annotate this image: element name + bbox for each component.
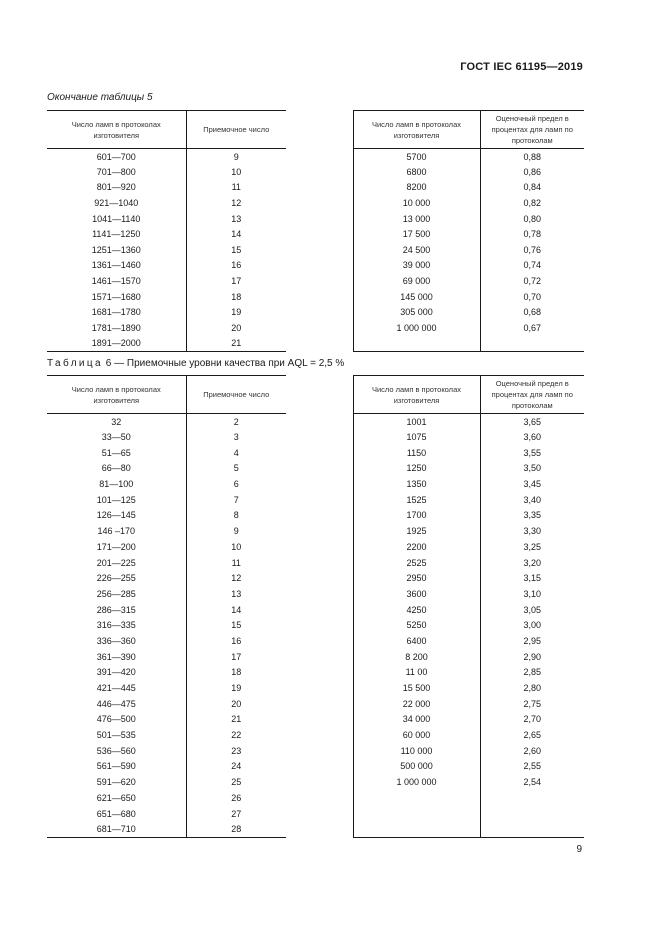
left-count-cell: 361—390: [96, 651, 136, 662]
left-count-cell: 201—225: [96, 557, 136, 568]
gap-cell: [286, 696, 353, 712]
document-designation: ГОСТ IEC 61195—2019: [460, 61, 583, 73]
right-count-cell: 6400: [353, 633, 480, 649]
right-count-cell: 1 000 000: [353, 320, 480, 336]
right-count-cell: 1250: [353, 461, 480, 477]
left-acceptance-cell: 12: [186, 570, 286, 586]
left-count-cell: 81—100: [99, 479, 134, 490]
right-count-cell: 2525: [353, 555, 480, 571]
left-acceptance-cell: 20: [186, 320, 286, 336]
left-count-cell: 1361—1460: [91, 260, 141, 271]
left-count-cell: 286—315: [96, 604, 136, 615]
right-count-cell: 10 000: [353, 195, 480, 211]
left-acceptance-cell: 28: [186, 821, 286, 837]
gap-cell: [286, 508, 353, 524]
left-acceptance-cell: 13: [186, 211, 286, 227]
t6-left-col2-header: Приемочное число: [186, 376, 286, 414]
left-count-cell: 316—335: [96, 620, 136, 631]
left-acceptance-cell: 25: [186, 774, 286, 790]
left-acceptance-cell: 20: [186, 696, 286, 712]
left-count-cell: 421—445: [96, 683, 136, 694]
right-limit-cell: [480, 821, 584, 837]
right-limit-cell: 0,84: [480, 180, 584, 196]
right-count-cell: [353, 790, 480, 806]
left-acceptance-cell: 13: [186, 586, 286, 602]
t6-left-col1-header: Число ламп в протоколах изготовителя: [47, 376, 186, 414]
gap-cell: [286, 149, 353, 165]
gap-cell: [286, 712, 353, 728]
right-limit-cell: [480, 806, 584, 822]
right-count-cell: 110 000: [353, 743, 480, 759]
table-row: [47, 211, 584, 227]
left-count-cell: 681—710: [47, 821, 186, 837]
left-count-cell: 446—475: [96, 698, 136, 709]
right-limit-cell: 2,60: [480, 743, 584, 759]
right-count-cell: 34 000: [353, 712, 480, 728]
table6-caption: [47, 358, 344, 369]
left-count-cell: 1461—1570: [91, 276, 141, 287]
left-acceptance-cell: 16: [186, 633, 286, 649]
right-count-cell: 13 000: [353, 211, 480, 227]
table6: [47, 375, 584, 838]
gap-cell: [286, 602, 353, 618]
table-row: [47, 289, 584, 305]
left-acceptance-cell: 10: [186, 539, 286, 555]
left-acceptance-cell: 18: [186, 665, 286, 681]
left-count-cell: 601—700: [96, 151, 136, 162]
gap-cell: [286, 523, 353, 539]
gap-cell: [286, 461, 353, 477]
right-limit-cell: 2,55: [480, 759, 584, 775]
right-limit-cell: 0,70: [480, 289, 584, 305]
right-limit-cell: 3,40: [480, 492, 584, 508]
right-limit-cell: 2,90: [480, 649, 584, 665]
left-acceptance-cell: 11: [186, 180, 286, 196]
table-row: [47, 790, 584, 806]
gap-cell: [286, 211, 353, 227]
right-limit-cell: 0,67: [480, 320, 584, 336]
left-count-cell: 32: [111, 416, 122, 427]
left-count-cell: 591—620: [96, 777, 136, 788]
table-row: [47, 242, 584, 258]
left-count-cell: 536—560: [96, 745, 136, 756]
table-row: [47, 649, 584, 665]
left-acceptance-cell: 12: [186, 195, 286, 211]
left-acceptance-cell: 22: [186, 727, 286, 743]
t6-right-col2-header: Оценочный предел в процентах для ламп по протоколам: [480, 376, 584, 414]
left-acceptance-cell: 26: [186, 790, 286, 806]
t5-left-col1-header: Число ламп в протоколах изготовителя: [47, 111, 186, 149]
right-limit-cell: 3,45: [480, 476, 584, 492]
right-limit-cell: 3,20: [480, 555, 584, 571]
right-limit-cell: 2,75: [480, 696, 584, 712]
table-row: [47, 743, 584, 759]
left-acceptance-cell: 4: [186, 445, 286, 461]
gap-cell: [286, 195, 353, 211]
table-row: [47, 555, 584, 571]
t5-right-col1-header: Число ламп в протоколах изготовителя: [353, 111, 480, 149]
left-acceptance-cell: 27: [186, 806, 286, 822]
table-row: [47, 712, 584, 728]
gap-cell: [286, 445, 353, 461]
left-count-cell: 391—420: [96, 667, 136, 678]
gap-cell: [286, 759, 353, 775]
gap-cell: [286, 806, 353, 822]
gap-cell: [286, 743, 353, 759]
table-row: [47, 492, 584, 508]
gap-cell: [286, 273, 353, 289]
t6-right-col1-header: Число ламп в протоколах изготовителя: [353, 376, 480, 414]
right-count-cell: 4250: [353, 602, 480, 618]
left-acceptance-cell: 11: [186, 555, 286, 571]
gap-cell: [286, 289, 353, 305]
gap-cell: [286, 727, 353, 743]
left-count-cell: 1251—1360: [91, 244, 141, 255]
table5-continuation-caption: Окончание таблицы 5: [47, 92, 153, 103]
gap-cell: [286, 476, 353, 492]
table-row: [47, 633, 584, 649]
right-count-cell: 1525: [353, 492, 480, 508]
table-row: [47, 320, 584, 336]
left-count-cell: 561—590: [96, 761, 136, 772]
t5-left-col2-header: Приемочное число: [186, 111, 286, 149]
right-limit-cell: 0,80: [480, 211, 584, 227]
right-limit-cell: [480, 790, 584, 806]
gap-cell: [286, 258, 353, 274]
right-count-cell: 17 500: [353, 226, 480, 242]
table-row: [47, 680, 584, 696]
left-acceptance-cell: 5: [186, 461, 286, 477]
gap-cell: [286, 304, 353, 320]
right-limit-cell: 2,70: [480, 712, 584, 728]
right-limit-cell: 2,80: [480, 680, 584, 696]
left-count-cell: 801—920: [96, 182, 136, 193]
gap-cell: [286, 633, 353, 649]
table-row: [47, 164, 584, 180]
table-row: [47, 774, 584, 790]
right-count-cell: 8 200: [353, 649, 480, 665]
right-limit-cell: 0,82: [480, 195, 584, 211]
left-count-cell: 1571—1680: [91, 291, 141, 302]
right-limit-cell: 3,65: [480, 414, 584, 430]
right-count-cell: 39 000: [353, 258, 480, 274]
left-acceptance-cell: 17: [186, 273, 286, 289]
right-count-cell: 1700: [353, 508, 480, 524]
gap-cell: [286, 570, 353, 586]
left-acceptance-cell: 2: [186, 414, 286, 430]
left-count-cell: 476—500: [96, 714, 136, 725]
table-row: [47, 273, 584, 289]
gap-cell: [286, 429, 353, 445]
gap-cell: [286, 665, 353, 681]
table6-caption-label: Таблица: [47, 358, 104, 369]
gap-cell: [286, 586, 353, 602]
left-acceptance-cell: 24: [186, 759, 286, 775]
right-limit-cell: 3,35: [480, 508, 584, 524]
left-acceptance-cell: 21: [186, 712, 286, 728]
table-row: [47, 180, 584, 196]
right-limit-cell: 0,88: [480, 149, 584, 165]
t6-body: [47, 414, 584, 838]
right-limit-cell: 2,65: [480, 727, 584, 743]
right-count-cell: 15 500: [353, 680, 480, 696]
left-acceptance-cell: 8: [186, 508, 286, 524]
table-row: [47, 727, 584, 743]
right-count-cell: 2200: [353, 539, 480, 555]
table-row: [47, 665, 584, 681]
left-count-cell: 146 –170: [97, 526, 136, 537]
left-count-cell: 1781—1890: [91, 322, 141, 333]
table-row: [47, 476, 584, 492]
right-count-cell: 11 00: [353, 665, 480, 681]
table-row: [47, 570, 584, 586]
left-count-cell: 651—680: [96, 808, 136, 819]
right-limit-cell: 0,68: [480, 304, 584, 320]
right-count-cell: 24 500: [353, 242, 480, 258]
table-row: [47, 258, 584, 274]
left-acceptance-cell: 10: [186, 164, 286, 180]
right-count-cell: 1 000 000: [353, 774, 480, 790]
right-count-cell: 3600: [353, 586, 480, 602]
table-row: [47, 336, 584, 352]
right-count-cell: 6800: [353, 164, 480, 180]
table-row: [47, 617, 584, 633]
gap-cell: [286, 555, 353, 571]
gap-cell: [286, 226, 353, 242]
table-row: [47, 602, 584, 618]
left-acceptance-cell: 19: [186, 304, 286, 320]
left-count-cell: 1891—2000: [47, 336, 186, 352]
gap-cell: [286, 180, 353, 196]
table6-caption-number: 6: [105, 358, 112, 369]
left-count-cell: 1141—1250: [92, 229, 141, 240]
right-limit-cell: 3,55: [480, 445, 584, 461]
t5-right-col2-header: Оценочный предел в процентах для ламп по протоколам: [480, 111, 584, 149]
gap-cell: [286, 649, 353, 665]
gap-cell: [286, 617, 353, 633]
right-limit-cell: 3,10: [480, 586, 584, 602]
gap-cell: [286, 164, 353, 180]
left-acceptance-cell: 3: [186, 429, 286, 445]
right-count-cell: 5700: [353, 149, 480, 165]
gap-cell: [286, 680, 353, 696]
gap-cell: [286, 492, 353, 508]
left-acceptance-cell: 14: [186, 602, 286, 618]
left-acceptance-cell: 19: [186, 680, 286, 696]
gap-cell: [286, 320, 353, 336]
left-count-cell: 171—200: [96, 541, 136, 552]
left-count-cell: 101—125: [96, 494, 136, 505]
left-count-cell: 51—65: [101, 447, 131, 458]
left-count-cell: 33—50: [101, 432, 131, 443]
page-number: 9: [576, 844, 582, 855]
right-limit-cell: 2,54: [480, 774, 584, 790]
table-row: [47, 821, 584, 837]
right-count-cell: 8200: [353, 180, 480, 196]
left-count-cell: 921—1040: [94, 198, 139, 209]
right-count-cell: 1150: [353, 445, 480, 461]
left-acceptance-cell: 18: [186, 289, 286, 305]
gap-cell: [286, 336, 353, 352]
table-row: [47, 226, 584, 242]
right-limit-cell: 3,30: [480, 523, 584, 539]
right-limit-cell: 0,72: [480, 273, 584, 289]
right-limit-cell: 0,86: [480, 164, 584, 180]
right-count-cell: [353, 806, 480, 822]
right-limit-cell: 0,76: [480, 242, 584, 258]
left-count-cell: 1041—1140: [92, 213, 141, 224]
right-count-cell: 2950: [353, 570, 480, 586]
right-limit-cell: 2,85: [480, 665, 584, 681]
left-acceptance-cell: 23: [186, 743, 286, 759]
t5-gap: [286, 111, 353, 149]
left-count-cell: 126—145: [96, 510, 136, 521]
left-count-cell: 621—650: [96, 792, 136, 803]
right-count-cell: 500 000: [353, 759, 480, 775]
gap-cell: [286, 790, 353, 806]
left-count-cell: 1681—1780: [91, 307, 141, 318]
gap-cell: [286, 414, 353, 430]
left-count-cell: 256—285: [96, 588, 136, 599]
table-row: [47, 806, 584, 822]
table5-continuation: [47, 110, 584, 352]
table-row: [47, 414, 584, 430]
left-count-cell: 66—80: [101, 463, 131, 474]
right-count-cell: 69 000: [353, 273, 480, 289]
right-limit-cell: 3,50: [480, 461, 584, 477]
right-limit-cell: [480, 336, 584, 352]
left-count-cell: 336—360: [96, 635, 136, 646]
right-limit-cell: 3,05: [480, 602, 584, 618]
table-row: [47, 149, 584, 165]
left-count-cell: 701—800: [96, 166, 136, 177]
left-acceptance-cell: 15: [186, 242, 286, 258]
table-row: [47, 508, 584, 524]
table-row: [47, 445, 584, 461]
table-row: [47, 696, 584, 712]
right-count-cell: 1350: [353, 476, 480, 492]
gap-cell: [286, 821, 353, 837]
gap-cell: [286, 539, 353, 555]
gap-cell: [286, 774, 353, 790]
right-count-cell: 1001: [353, 414, 480, 430]
left-acceptance-cell: 14: [186, 226, 286, 242]
right-count-cell: 1925: [353, 523, 480, 539]
table-row: [47, 586, 584, 602]
right-count-cell: 1075: [353, 429, 480, 445]
left-acceptance-cell: 17: [186, 649, 286, 665]
table-row: [47, 539, 584, 555]
right-count-cell: 22 000: [353, 696, 480, 712]
right-count-cell: [353, 336, 480, 352]
right-count-cell: 60 000: [353, 727, 480, 743]
right-count-cell: 5250: [353, 617, 480, 633]
right-count-cell: [353, 821, 480, 837]
left-acceptance-cell: 7: [186, 492, 286, 508]
left-count-cell: 226—255: [96, 573, 136, 584]
left-acceptance-cell: 9: [186, 149, 286, 165]
table6-caption-title: — Приемочные уровни качества при AQL = 2,5 %: [114, 358, 345, 369]
left-acceptance-cell: 15: [186, 617, 286, 633]
right-limit-cell: 2,95: [480, 633, 584, 649]
left-count-cell: 501—535: [96, 730, 136, 741]
table-row: [47, 304, 584, 320]
right-limit-cell: 3,25: [480, 539, 584, 555]
table-row: [47, 195, 584, 211]
table-row: [47, 429, 584, 445]
right-limit-cell: 0,78: [480, 226, 584, 242]
gap-cell: [286, 242, 353, 258]
right-limit-cell: 3,60: [480, 429, 584, 445]
left-acceptance-cell: 6: [186, 476, 286, 492]
t5-body: [47, 149, 584, 352]
right-limit-cell: 3,15: [480, 570, 584, 586]
right-limit-cell: 3,00: [480, 617, 584, 633]
table-row: [47, 759, 584, 775]
left-acceptance-cell: 9: [186, 523, 286, 539]
left-acceptance-cell: 21: [186, 336, 286, 352]
t6-gap: [286, 376, 353, 414]
right-count-cell: 305 000: [353, 304, 480, 320]
table-row: [47, 523, 584, 539]
left-acceptance-cell: 16: [186, 258, 286, 274]
right-limit-cell: 0,74: [480, 258, 584, 274]
table-row: [47, 461, 584, 477]
right-count-cell: 145 000: [353, 289, 480, 305]
